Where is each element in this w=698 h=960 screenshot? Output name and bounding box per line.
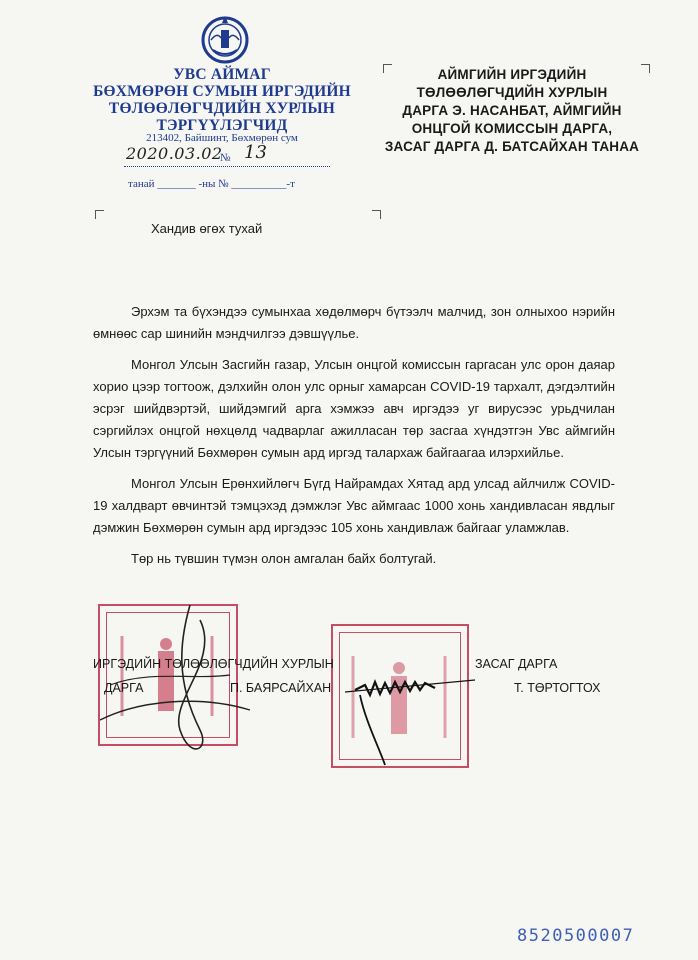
addressee-line-5: ЗАСАГ ДАРГА Д. БАТСАЙХАН ТАНАА	[384, 139, 640, 154]
corner-mark	[641, 64, 650, 73]
right-signatory-name: Т. ТӨРТОГТОХ	[514, 681, 601, 695]
handwritten-signature-right	[345, 660, 485, 770]
org-line-2: БӨХМӨРӨН СУМЫН ИРГЭДИЙН	[93, 83, 351, 100]
org-line-3: ТӨЛӨӨЛӨГЧДИЙН ХУРЛЫН	[108, 100, 336, 117]
addressee-line-1: АЙМГИЙН ИРГЭДИЙН	[437, 67, 587, 82]
letter-body	[93, 301, 615, 579]
document-serial-number: 8520500007	[517, 926, 635, 946]
left-signatory-title: ИРГЭДИЙН ТӨЛӨӨЛӨГЧДИЙН ХУРЛЫН	[93, 657, 334, 671]
sender-address: 213402, Байшинт, Бөхмөрөн сум	[146, 132, 298, 144]
org-line-1: УВС АЙМАГ	[173, 66, 271, 83]
left-signatory-role: ДАРГА	[104, 681, 144, 695]
letter-subject: Хандив өгөх тухай	[151, 221, 263, 236]
sender-organization	[72, 66, 372, 134]
state-emblem-icon	[197, 10, 253, 66]
addressee-line-2: ТӨЛӨӨЛӨГЧДИЙН ХУРЛЫН	[416, 85, 608, 100]
right-signatory-title: ЗАСАГ ДАРГА	[475, 657, 558, 671]
date-number-line	[122, 142, 332, 168]
number-label: №	[220, 152, 231, 164]
body-paragraph: Монгол Улсын Ерөнхийлөгч Бүгд Найрамдах Хятад ард улсад айлчилж COVID-19 халдварт өвчинтэй тэмцэхэд дэмжлэг Увс аймгаас 1000 хонь хандивласан явдлыг дэмжин Бөхмөрөн сумын ард иргэдээс 105 хонь хандивлаж байгааг уламжлав.	[93, 476, 615, 535]
handwritten-number: 13	[244, 142, 267, 163]
left-signatory-name: П. БАЯРСАЙХАН	[230, 681, 332, 695]
body-paragraph: Эрхэм та бүхэндээ сумынхаа хөдөлмөрч бүтээлч малчид, зон олныхоо нэрийн өмнөөс сар шинийн мэндчилгээ дэвшүүлье.	[93, 304, 615, 341]
body-paragraph: Төр нь түвшин түмэн олон амгалан байх болтугай.	[131, 551, 437, 566]
reply-reference-line: танай _______ -ны № __________-т	[128, 178, 295, 190]
corner-mark	[95, 210, 104, 219]
handwritten-date: 2020.03.02	[126, 144, 223, 163]
body-paragraph: Монгол Улсын Засгийн газар, Улсын онцгой комиссын гаргасан улс орон даяар хорио цээр тогтоож, дэлхийн олон улс орныг хамарсан COVID-19 тархалт, дэгдэлтийн эсрэг шийдвэртэй, шийдэмгий арга хэмжээ авч иргэдээ уг вирусээс урьдчилан сэргийлэх онцгой нөхцөлд чадварлаг ажилласан төр засгаа хүндэтгэн Увс аймгийн Улсын тэргүүний Бөхмөрөн сумын ард иргэд талархаж байгаагаа илэрхийлье.	[93, 357, 615, 460]
handwritten-signature-left	[80, 600, 280, 760]
addressee-line-4: ОНЦГОЙ КОМИССЫН ДАРГА,	[411, 121, 613, 136]
addressee-line-3: ДАРГА Э. НАСАНБАТ, АЙМГИЙН	[402, 103, 622, 118]
org-line-4: ТЭРГҮҮЛЭГЧИД	[156, 117, 288, 134]
corner-mark	[372, 210, 381, 219]
date-underline	[124, 166, 330, 167]
addressee-block	[383, 66, 641, 156]
